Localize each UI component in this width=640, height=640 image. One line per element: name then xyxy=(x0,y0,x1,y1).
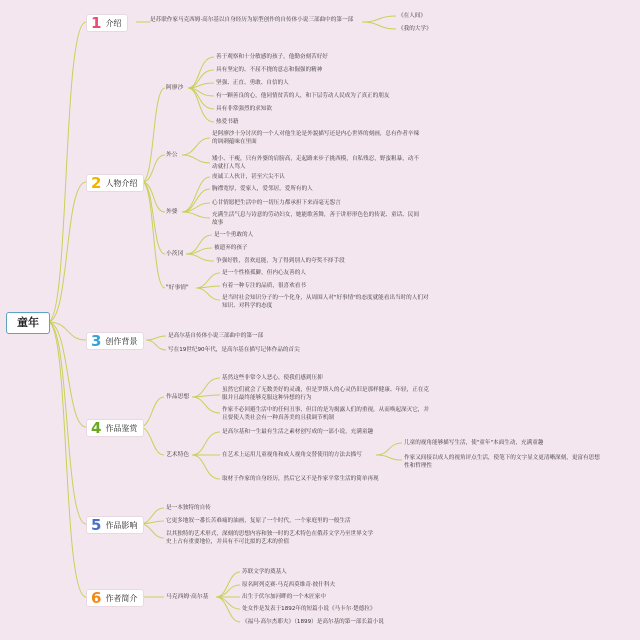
section-background[interactable] xyxy=(86,332,144,350)
trait: 充满生活气息与诗意的劳动妇女，她能歌善舞，善于讲形形色色的传说、童话、民间故事 xyxy=(212,212,419,226)
intro-text: 是苏联作家马克西姆·高尔基以自身经历为原型创作的自传体小说三部曲中的第一部 xyxy=(150,17,354,23)
trait: 是阿廖沙十分讨厌的一个人对他生论是外貌描写还是内心世界的刻画，总有作者辛辣的讽刺蕴味在里面 xyxy=(212,131,419,145)
author-item: 苏联文学的奠基人 xyxy=(242,569,287,575)
trait: 争强好胜，喜欢逗能，为了得到别人的夸奖不择手段 xyxy=(216,258,345,264)
section-number: 6 xyxy=(91,589,102,607)
thought-item: 虽然它们就会了无数美好的灵魂，但是罗斯人的心灵仍旧是那样健康、年轻，正在克服并且最终能够克服这种异想的行为 xyxy=(222,387,429,401)
intro-book: 《在人间》 xyxy=(398,13,426,19)
section-title: 介绍 xyxy=(105,18,122,28)
section-author[interactable] xyxy=(86,589,144,607)
author-name[interactable]: 马克西姆·高尔基 xyxy=(166,594,209,600)
author-item: 《福马·高尔杰耶夫》（1899）是高尔基的第一部长篇小说 xyxy=(242,619,384,625)
character-grandpa[interactable]: 外公 xyxy=(166,152,178,158)
section-title: 人物介绍 xyxy=(105,178,138,188)
art-item: 取材于作家的自身经历，然后它又不是作家平常生活的简单再现 xyxy=(222,476,379,482)
background-item: 是高尔基自传体小说三部曲中的第一部 xyxy=(168,333,264,339)
art-item: 在艺术上运用儿童视角和成人视角交替使用的方法去描写 xyxy=(222,452,362,458)
thought-item: 作家不必回避生活中的任何丑事，但目的是为揭露人们的重视，从而唤起深灭它，并且要使人类社会有一种真善美的且我调节机制 xyxy=(222,407,429,421)
author-item: 处女作是发表于1892年的短篇小说《马卡尔·楚德拉》 xyxy=(242,606,376,612)
trait: 具有非常强烈的求知欲 xyxy=(216,106,272,112)
trait: 是一个勇敢的人 xyxy=(214,232,254,238)
section-number: 3 xyxy=(91,332,102,350)
section-number: 2 xyxy=(91,174,102,192)
trait: 矮小、干瘦，只有外婆的肩膀高，走起路来步子挑西模，自私残忍，野蛮粗暴，动不动就打人骂人 xyxy=(212,156,419,170)
trait: 是一个性格孤僻，但内心友善的人 xyxy=(222,270,306,276)
trait: 心甘情愿把生活中的一切压力都承担下来而毫无怨言 xyxy=(212,200,341,206)
section-characters[interactable] xyxy=(86,174,144,192)
root-topic[interactable]: 童年 xyxy=(6,312,50,334)
trait: 被遗弃的孩子 xyxy=(214,245,248,251)
trait: 具有坚定的、不屈不挠的意志和倔强的精神 xyxy=(216,67,323,73)
section-intro[interactable] xyxy=(86,14,128,32)
section-number: 1 xyxy=(91,14,102,32)
section-title: 创作背景 xyxy=(105,336,138,346)
influence-item: 是一本独特的自传 xyxy=(166,505,211,511)
character-gypsy[interactable]: 小茨冈 xyxy=(166,251,184,257)
dual-view-item: 儿童的视角能够描写生活，使"童年"本面生动，充满童趣 xyxy=(404,440,544,446)
author-item: 原名阿列克赛·马克西莫维奇·彼什科夫 xyxy=(242,582,336,588)
trait: 胸襟宽厚，爱家人，爱邻居，爱所有的人 xyxy=(212,186,313,192)
section-title: 作品鉴赏 xyxy=(105,423,138,433)
section-influence[interactable] xyxy=(86,516,144,534)
trait: 是当时社会知识分子的一个化身，从周围人对"好事情"的态度就能看出当时的人们对知识、对科学的态度 xyxy=(222,295,429,309)
art-item: 是高尔基和一生最有生活之素材创写成的一部小说，充满童趣 xyxy=(222,429,374,435)
section-appreciation[interactable] xyxy=(86,419,144,437)
influence-item: 它更多地叙一番长苦难痛的油画，复原了一个时代，一个家庭里的一般生活 xyxy=(166,518,351,524)
character-grandma[interactable]: 外婆 xyxy=(166,209,178,215)
dual-view-item: 作家又间接以成人的视角评点生活，使笔下的文字显文更清晰深刻，更富有思想性和哲理性 xyxy=(404,455,600,469)
author-item: 出生于伏尔加河畔的一个木匠家中 xyxy=(242,594,326,600)
section-title: 作者简介 xyxy=(105,593,138,603)
trait: 坚强、正直、勇敢、自信的人 xyxy=(216,80,289,86)
section-number: 4 xyxy=(91,419,102,437)
character-goodthing[interactable]: "好事情" xyxy=(166,285,189,291)
influence-item: 以其独特的艺术形式，深刻的思想内容和独一时的艺术特色在俄苏文学乃至世界文学史上占有重要地位，并具有不可比拟的艺术的价值 xyxy=(166,531,373,545)
thought-item: 基然这些非常令人恶心，使我们感到压抑 xyxy=(222,375,323,381)
intro-book: 《我的大学》 xyxy=(398,26,432,32)
section-number: 5 xyxy=(91,516,102,534)
trait: 有一颗善良的心，他同情贫苦的人，和下层劳动人民成为了真正的朋友 xyxy=(216,93,390,99)
appreciation-art[interactable]: 艺术特色 xyxy=(166,452,190,458)
trait: 热爱书籍 xyxy=(216,119,239,125)
appreciation-thought[interactable]: 作品思想 xyxy=(166,394,190,400)
trait: 有着一种专注的品质，很喜欢看书 xyxy=(222,283,306,289)
section-title: 作品影响 xyxy=(105,520,138,530)
background-item: 写在19世纪90年代，是高尔基在描写记体作品的首尖 xyxy=(168,347,300,353)
trait: 虔诚工人伙计，甚至穴尖不认 xyxy=(212,174,285,180)
trait: 善于观察和十分敏感的孩子，他勤奋刻苦好好 xyxy=(216,54,328,60)
character-alyosha[interactable]: 阿廖沙 xyxy=(166,85,184,91)
